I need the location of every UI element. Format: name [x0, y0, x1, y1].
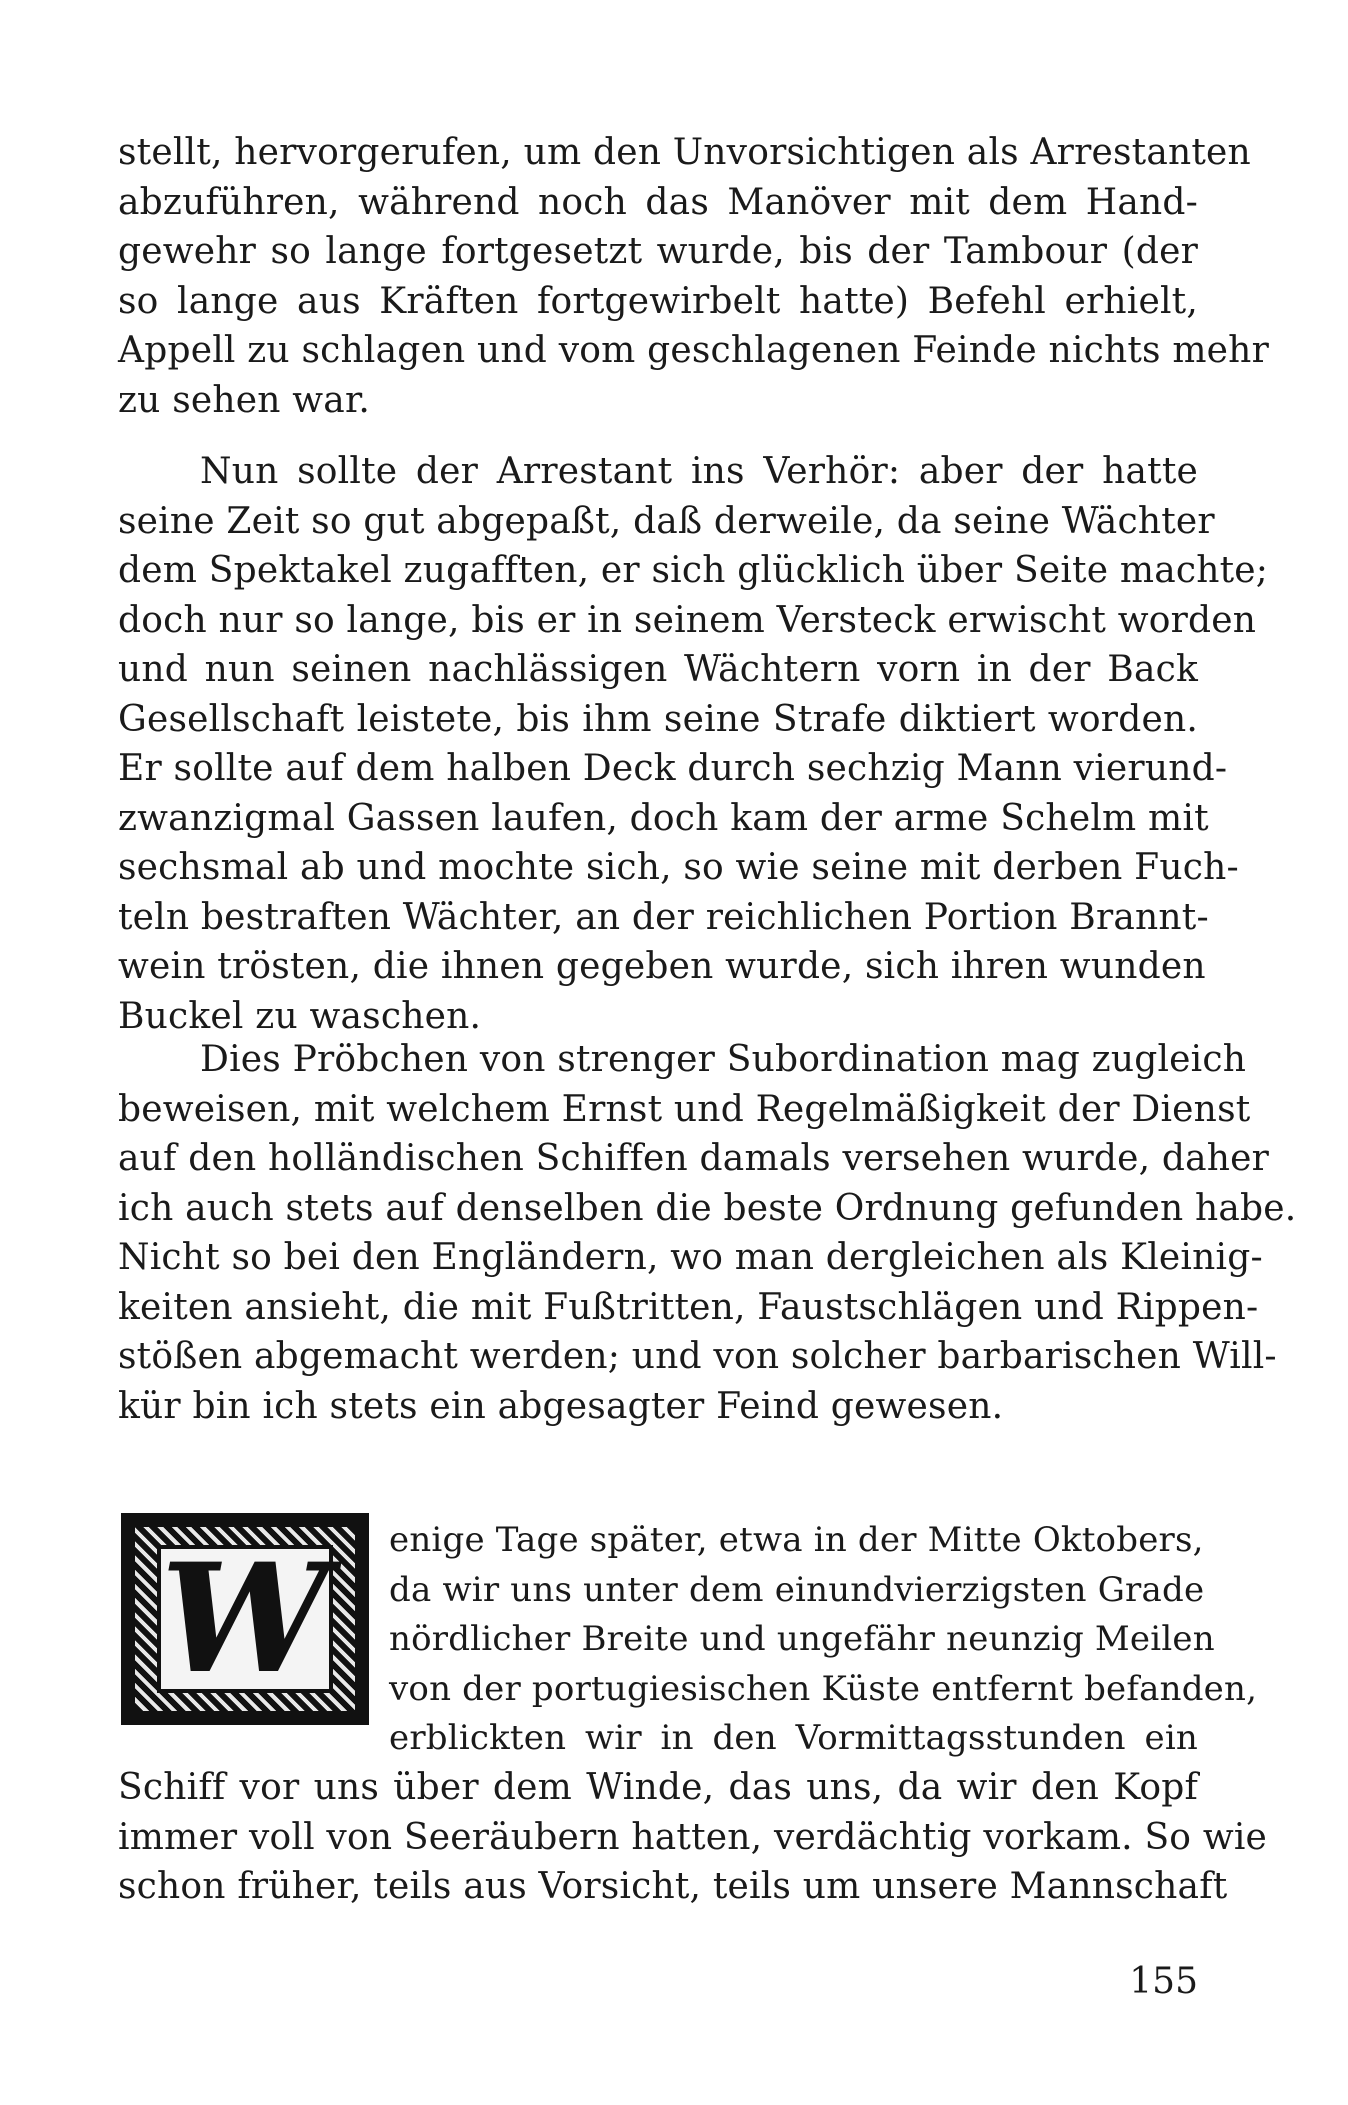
text-line: enige Tage später, etwa in der Mitte Oktobers,	[389, 1520, 1204, 1560]
text-line: so lange aus Kräften fortgewirbelt hatte) Befehl erhielt,	[118, 280, 1198, 322]
text-line: sechsmal ab und mochte sich, so wie seine mit derben Fuch-	[118, 847, 1239, 888]
text-line: schon früher, teils aus Vorsicht, teils um unsere Mannschaft	[118, 1866, 1228, 1907]
text-line: nördlicher Breite und ungefähr neunzig Meilen	[389, 1619, 1215, 1659]
text-line: zwanzigmal Gassen laufen, doch kam der arme Schelm mit	[118, 797, 1209, 839]
text-line: immer voll von Seeräubern hatten, verdächtig vorkam. So wie	[118, 1816, 1268, 1858]
text-line: Schiff vor uns über dem Winde, das uns, da wir den Kopf	[118, 1767, 1198, 1808]
paragraph-continued	[118, 1763, 1268, 1912]
text-line: Appell zu schlagen und vom geschlagenen Feinde nichts mehr	[118, 330, 1269, 371]
text-line: zu sehen war.	[118, 379, 371, 421]
text-line: Gesellschaft leistete, bis ihm seine Strafe diktiert worden.	[118, 698, 1198, 740]
text-line: und nun seinen nachlässigen Wächtern vorn in der Back	[118, 649, 1198, 690]
initial-letter: W	[160, 1531, 330, 1707]
text-line: Nicht so bei den Engländern, wo man dergleichen als Kleinig-	[118, 1237, 1263, 1278]
paragraph-beside-initial	[389, 1516, 1258, 1764]
text-line: Er sollte auf dem halben Deck durch sechzig Mann vierund-	[118, 748, 1228, 789]
text-line: da wir uns unter dem einundvierzigsten Grade	[389, 1569, 1205, 1610]
text-line: kür bin ich stets ein abgesagter Feind gewesen.	[118, 1385, 1004, 1427]
text-line: seine Zeit so gut abgepaßt, daß derweile, da seine Wächter	[118, 500, 1215, 542]
text-line: erblickten wir in den Vormittagsstunden ein	[389, 1718, 1198, 1758]
text-line: Nun sollte der Arrestant ins Verhör: aber der hatte	[200, 451, 1198, 492]
decorated-initial	[121, 1513, 369, 1725]
text-line: keiten ansieht, die mit Fußtritten, Faustschlägen und Rippen-	[118, 1286, 1259, 1328]
text-line: auf den holländischen Schiffen damals versehen wurde, daher	[118, 1138, 1270, 1179]
text-line: doch nur so lange, bis er in seinem Versteck erwischt worden	[118, 599, 1257, 641]
text-line: von der portugiesischen Küste entfernt befanden,	[389, 1668, 1258, 1709]
text-line: beweisen, mit welchem Ernst und Regelmäßigkeit der Dienst	[118, 1088, 1251, 1130]
text-line: stößen abgemacht werden; und von solcher barbarischen Will-	[118, 1336, 1277, 1377]
text-line: teln bestraften Wächter, an der reichlichen Portion Brannt-	[118, 896, 1209, 938]
text-line: abzuführen, während noch das Manöver mit dem Hand-	[118, 181, 1198, 223]
text-line: Dies Pröbchen von strenger Subordination mag zugleich	[200, 1039, 1247, 1080]
text-line: Buckel zu waschen.	[118, 995, 482, 1037]
text-line: wein trösten, die ihnen gegeben wurde, sich ihren wunden	[118, 946, 1206, 987]
text-line: gewehr so lange fortgesetzt wurde, bis der Tambour (der	[118, 231, 1198, 272]
paragraph-arrestant	[118, 447, 1269, 1041]
paragraph-continuation	[118, 128, 1269, 425]
text-line: stellt, hervorgerufen, um den Unvorsichtigen als Arrestanten	[118, 132, 1251, 173]
page-number: 155	[1129, 1961, 1198, 2002]
initial-panel	[157, 1531, 333, 1707]
paragraph-subordination	[118, 1035, 1297, 1431]
text-line: ich auch stets auf denselben die beste Ordnung gefunden habe.	[118, 1187, 1297, 1229]
text-line: dem Spektakel zugafften, er sich glücklich über Seite machte;	[118, 550, 1269, 591]
